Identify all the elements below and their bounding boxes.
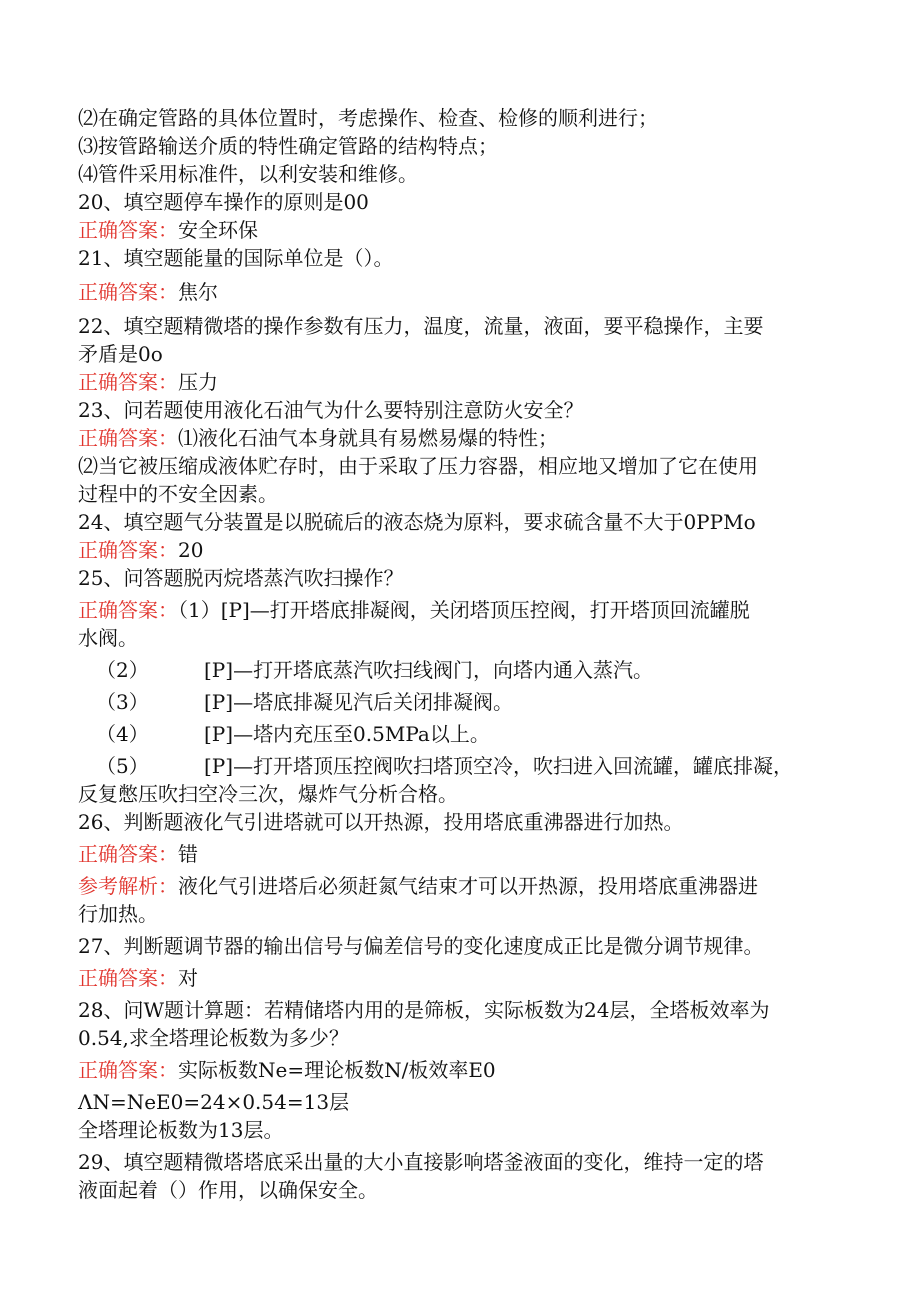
answer-28	[78, 1056, 838, 1084]
answer-23-cont: 过程中的不安全因素。	[78, 482, 278, 506]
answer-25-step-2	[78, 656, 838, 684]
answer-text: 焦尔	[178, 280, 218, 304]
step-text: [P]—打开塔底蒸汽吹扫线阀门，向塔内通入蒸汽。	[204, 658, 654, 682]
answer-21	[78, 278, 838, 306]
step-text: [P]—塔内充压至0.5MPa以上。	[204, 722, 490, 746]
question-28: 28、问W题计算题：若精储塔内用的是筛板，实际板数为24层，全塔板效率为	[78, 998, 770, 1022]
step-text: [P]—塔底排凝见汽后关闭排凝阀。	[204, 690, 514, 714]
answer-label: 正确答案：	[78, 538, 178, 562]
answer-text: 实际板数Ne=理论板数N/板效率E0	[178, 1058, 496, 1082]
answer-23-cont: ⑵当它被压缩成液体贮存时，由于采取了压力容器，相应地又增加了它在使用	[78, 454, 758, 478]
question-26: 26、判断题液化气引进塔就可以开热源，投用塔底重沸器进行加热。	[78, 810, 684, 834]
question-27: 27、判断题调节器的输出信号与偏差信号的变化速度成正比是微分调节规律。	[78, 934, 764, 958]
answer-27	[78, 964, 838, 992]
explanation-text: 液化气引进塔后必须赶氮气结束才可以开热源，投用塔底重沸器进	[178, 874, 758, 898]
answer-25-step-4	[78, 720, 838, 748]
question-22-cont: 矛盾是0o	[78, 342, 163, 366]
answer-26	[78, 840, 838, 868]
step-number: （3）	[96, 690, 149, 714]
text-line: ⑵在确定管路的具体位置时，考虑操作、检查、检修的顺利进行；	[78, 106, 658, 130]
answer-28-cont: 全塔理论板数为13层。	[78, 1118, 284, 1142]
answer-25-step-3	[78, 688, 838, 716]
answer-25-step-5	[78, 752, 838, 780]
text-line: ⑷管件采用标准件，以利安装和维修。	[78, 162, 418, 186]
question-28-cont: 0.54,求全塔理论板数为多少？	[78, 1026, 349, 1050]
answer-label: 正确答案：	[78, 1058, 178, 1082]
text-line: ⑶按管路输送介质的特性确定管路的结构特点；	[78, 134, 498, 158]
explanation-26-cont: 行加热。	[78, 902, 158, 926]
answer-text: 对	[178, 966, 198, 990]
explanation-label: 参考解析：	[78, 874, 178, 898]
answer-text: ⑴液化石油气本身就具有易燃易爆的特性；	[178, 426, 558, 450]
answer-22	[78, 368, 838, 396]
answer-label: 正确答案：	[78, 426, 178, 450]
answer-25-cont: 反复憋压吹扫空冷三次，爆炸气分析合格。	[78, 782, 458, 806]
answer-25-cont: 水阀。	[78, 626, 138, 650]
question-29: 29、填空题精微塔塔底采出量的大小直接影响塔釜液面的变化，维持一定的塔	[78, 1150, 764, 1174]
answer-text: 压力	[178, 370, 218, 394]
answer-24	[78, 536, 838, 564]
question-23: 23、问若题使用液化石油气为什么要特别注意防火安全？	[78, 398, 584, 422]
document-page	[78, 104, 838, 1204]
answer-text: 20	[178, 538, 204, 562]
question-20: 20、填空题停车操作的原则是00	[78, 190, 369, 214]
question-24: 24、填空题气分装置是以脱硫后的液态烧为原料，要求硫含量不大于0PPMo	[78, 510, 756, 534]
question-25: 25、问答题脱丙烷塔蒸汽吹扫操作？	[78, 566, 404, 590]
step-number: （4）	[96, 722, 149, 746]
answer-text: 安全环保	[178, 218, 258, 242]
answer-label: 正确答案：	[78, 218, 178, 242]
question-21: 21、填空题能量的国际单位是（）。	[78, 246, 394, 270]
answer-20	[78, 216, 838, 244]
answer-label: 正确答案：	[78, 966, 178, 990]
question-22: 22、填空题精微塔的操作参数有压力，温度，流量，液面，要平稳操作，主要	[78, 314, 764, 338]
explanation-26	[78, 872, 838, 900]
answer-label: 正确答案：	[78, 842, 178, 866]
answer-label: 正确答案：	[78, 598, 178, 622]
answer-label: 正确答案：	[78, 370, 178, 394]
step-number: （2）	[96, 658, 149, 682]
question-29-cont: 液面起着（）作用，以确保安全。	[78, 1178, 378, 1202]
answer-23	[78, 424, 838, 452]
answer-label: 正确答案：	[78, 280, 178, 304]
answer-25	[78, 596, 838, 624]
step-number: （5）	[96, 754, 149, 778]
answer-28-cont: ΛN=NeE0=24×0.54=13层	[78, 1090, 350, 1114]
answer-text: （1）[P]—打开塔底排凝阀，关闭塔顶压控阀，打开塔顶回流罐脱	[178, 598, 750, 622]
step-text: [P]—打开塔顶压控阀吹扫塔顶空冷，吹扫进入回流罐，罐底排凝，	[204, 754, 794, 778]
answer-text: 错	[178, 842, 198, 866]
